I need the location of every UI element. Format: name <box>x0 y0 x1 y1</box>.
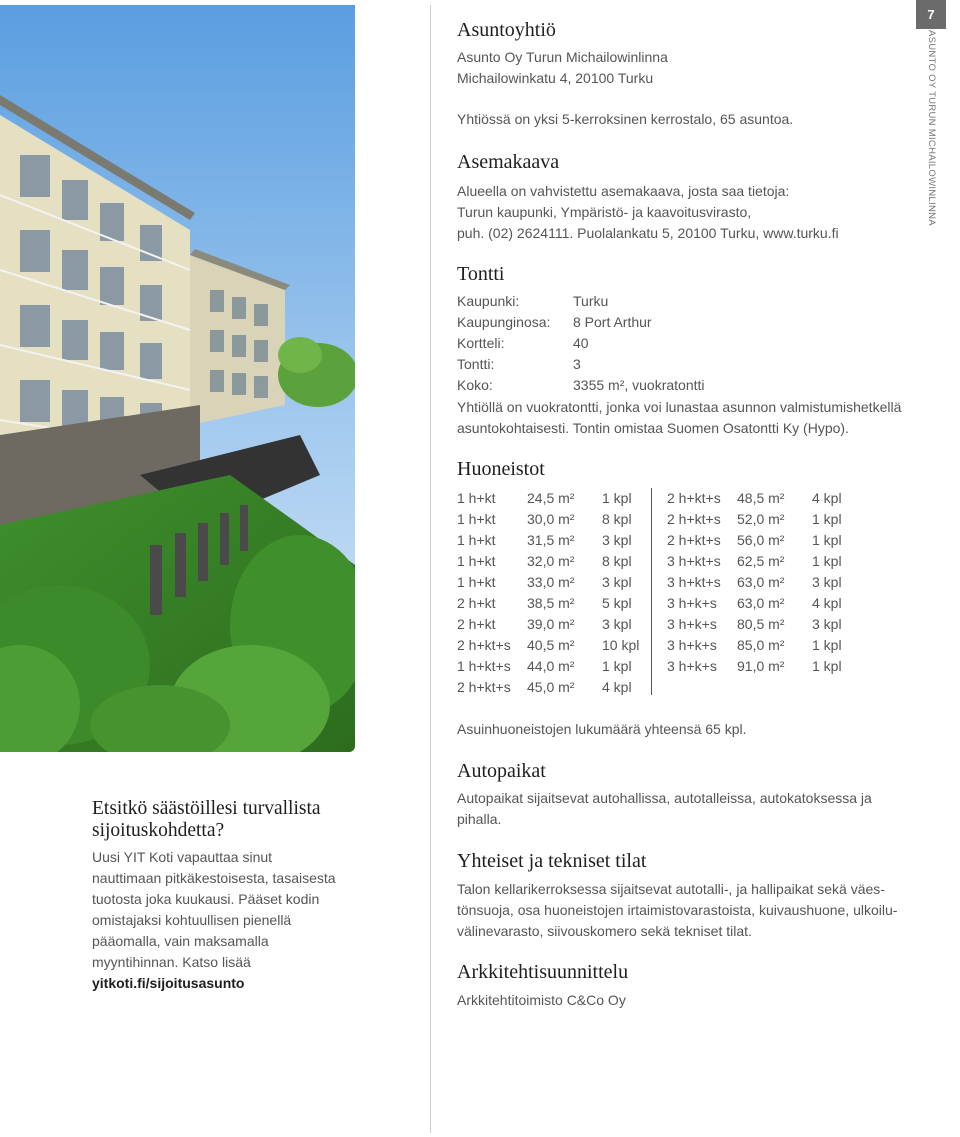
apartment-size: 44,0 m² <box>527 658 575 674</box>
apartment-size: 56,0 m² <box>737 532 785 548</box>
property-value: 40 <box>573 335 589 351</box>
apartment-type: 3 h+k+s <box>667 637 717 653</box>
property-value: 8 Port Arthur <box>573 314 652 330</box>
apartment-count: 3 kpl <box>812 616 842 632</box>
property-row <box>457 291 877 312</box>
apartment-size: 62,5 m² <box>737 553 785 569</box>
property-value: 3 <box>573 356 581 372</box>
apartment-count: 4 kpl <box>812 595 842 611</box>
apartment-type: 1 h+kt <box>457 553 496 569</box>
property-row <box>457 354 877 375</box>
apartment-count: 1 kpl <box>602 658 632 674</box>
apartment-count: 1 kpl <box>602 490 632 506</box>
apartment-type: 3 h+k+s <box>667 616 717 632</box>
property-label: Tontti: <box>457 356 495 372</box>
apartment-type: 3 h+k+s <box>667 658 717 674</box>
apartment-columns-divider <box>651 488 652 695</box>
apartment-count: 1 kpl <box>812 658 842 674</box>
asemakaava-line-3: puh. (02) 2624111. Puolalankatu 5, 20100 Turku, www.turku.fi <box>457 225 839 241</box>
yhteiset-tilat-heading: Yhteiset ja tekniset tilat <box>457 850 647 872</box>
apartment-type: 1 h+kt+s <box>457 658 511 674</box>
autopaikat-heading: Autopaikat <box>457 760 546 782</box>
apartment-count: 1 kpl <box>812 637 842 653</box>
property-value: Turku <box>573 293 609 309</box>
arkkitehti-heading: Arkkitehtisuunnittelu <box>457 961 629 983</box>
apartment-type: 1 h+kt <box>457 511 496 527</box>
promo-link[interactable]: yitkoti.fi/sijoitusasunto <box>92 975 245 991</box>
asemakaava-heading: Asemakaava <box>457 151 560 173</box>
apartment-size: 24,5 m² <box>527 490 575 506</box>
apartment-type: 2 h+kt+s <box>457 637 511 653</box>
apartment-type: 1 h+kt <box>457 490 496 506</box>
property-row <box>457 333 877 354</box>
tontti-note-2: asuntokohtaisesti. Tontin omistaa Suomen Osatontti Ky (Hypo). <box>457 420 849 436</box>
side-running-title: ASUNTO OY TURUN MICHAILOWINLINNA <box>926 30 937 226</box>
property-label: Kaupunki: <box>457 293 520 309</box>
apartment-type: 2 h+kt+s <box>667 511 721 527</box>
apartment-size: 48,5 m² <box>737 490 785 506</box>
company-address: Michailowinkatu 4, 20100 Turku <box>457 70 654 86</box>
apartment-type: 3 h+kt+s <box>667 553 721 569</box>
apartment-type: 2 h+kt <box>457 595 496 611</box>
tontti-heading: Tontti <box>457 263 505 285</box>
property-label: Koko: <box>457 377 493 393</box>
apartment-type: 3 h+kt+s <box>667 574 721 590</box>
apartment-size: 52,0 m² <box>737 511 785 527</box>
huoneistot-heading: Huoneistot <box>457 458 545 480</box>
tontti-note-1: Yhtiöllä on vuokratontti, jonka voi lunastaa asunnon valmistumishetkellä <box>457 399 902 415</box>
property-label: Kaupunginosa: <box>457 314 551 330</box>
apartment-size: 63,0 m² <box>737 574 785 590</box>
apartment-count: 1 kpl <box>812 511 842 527</box>
apartment-size: 63,0 m² <box>737 595 785 611</box>
apartment-type: 1 h+kt <box>457 574 496 590</box>
apartment-size: 30,0 m² <box>527 511 575 527</box>
apartment-count: 1 kpl <box>812 532 842 548</box>
promo-heading: Etsitkö säästöillesi turvallista sijoituskohdetta? <box>92 798 321 841</box>
promo-text: Uusi YIT Koti vapauttaa sinut nauttimaan pitkäkestoisesta, tasaisesta tuotosta joka kuukausi. Pääset kodin omistajaksi kohtuullisen pienellä pääomalla, vain maksamalla myyntihinnan. <box>92 849 336 970</box>
apartment-size: 31,5 m² <box>527 532 575 548</box>
architect-name: Arkkitehtitoimisto C&Co Oy <box>457 992 626 1008</box>
property-row <box>457 375 877 396</box>
apartment-type: 3 h+k+s <box>667 595 717 611</box>
apartment-size: 32,0 m² <box>527 553 575 569</box>
apartment-type: 2 h+kt+s <box>667 532 721 548</box>
apartment-count: 4 kpl <box>602 679 632 695</box>
apartment-count: 8 kpl <box>602 511 632 527</box>
building-rendering-image <box>0 5 355 752</box>
apartment-size: 80,5 m² <box>737 616 785 632</box>
apartment-size: 39,0 m² <box>527 616 575 632</box>
apartment-type: 2 h+kt+s <box>667 490 721 506</box>
yhteiset-line-2: tönsuoja, osa huoneistojen irtaimistovarastoista, kuivaushuone, ulkoilu- <box>457 902 898 918</box>
apartment-type: 1 h+kt <box>457 532 496 548</box>
apartment-count: 10 kpl <box>602 637 640 653</box>
apartment-size: 40,5 m² <box>527 637 575 653</box>
asemakaava-line-2: Turun kaupunki, Ympäristö- ja kaavoitusvirasto, <box>457 204 752 220</box>
apartment-size: 85,0 m² <box>737 637 785 653</box>
asuntoyhtio-heading: Asuntoyhtiö <box>457 19 556 41</box>
yhteiset-line-3: välinevarasto, siivouskomero sekä tekniset tilat. <box>457 923 752 939</box>
autopaikat-line-2: pihalla. <box>457 811 502 827</box>
property-label: Kortteli: <box>457 335 505 351</box>
company-name: Asunto Oy Turun Michailowinlinna <box>457 49 668 65</box>
apartment-count: 3 kpl <box>812 574 842 590</box>
apartment-count: 4 kpl <box>812 490 842 506</box>
apartment-count: 3 kpl <box>602 616 632 632</box>
property-row <box>457 312 877 333</box>
asemakaava-line-1: Alueella on vahvistettu asemakaava, josta saa tietoja: <box>457 183 790 199</box>
apartment-type: 2 h+kt <box>457 616 496 632</box>
column-divider <box>430 5 431 1133</box>
apartment-count: 1 kpl <box>812 553 842 569</box>
yhteiset-line-1: Talon kellarikerroksessa sijaitsevat autotalli-, ja hallipaikat sekä väes- <box>457 881 885 897</box>
promo-link-prefix: Katso lisää <box>182 954 251 970</box>
apartment-type: 2 h+kt+s <box>457 679 511 695</box>
apartment-size: 45,0 m² <box>527 679 575 695</box>
apartment-count: 3 kpl <box>602 532 632 548</box>
property-value: 3355 m², vuokratontti <box>573 377 705 393</box>
autopaikat-line-1: Autopaikat sijaitsevat autohallissa, autotalleissa, autokatoksessa ja <box>457 790 872 806</box>
apartment-size: 33,0 m² <box>527 574 575 590</box>
apartment-size: 91,0 m² <box>737 658 785 674</box>
page-number: 7 <box>916 0 946 29</box>
apartment-count: 5 kpl <box>602 595 632 611</box>
apartment-size: 38,5 m² <box>527 595 575 611</box>
apartment-count: 8 kpl <box>602 553 632 569</box>
apartment-count: 3 kpl <box>602 574 632 590</box>
promo-body <box>92 847 342 994</box>
company-description: Yhtiössä on yksi 5-kerroksinen kerrostalo, 65 asuntoa. <box>457 111 794 127</box>
apartments-total: Asuinhuoneistojen lukumäärä yhteensä 65 kpl. <box>457 721 747 737</box>
